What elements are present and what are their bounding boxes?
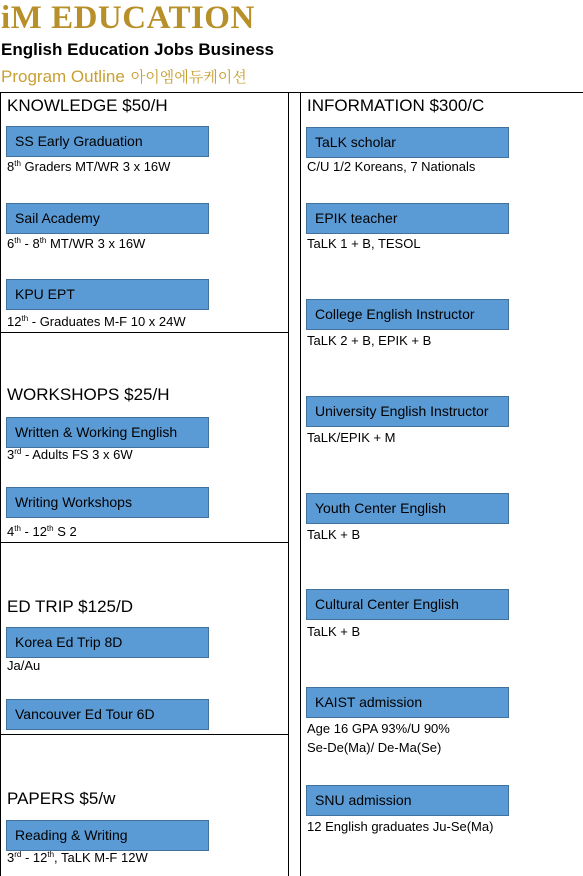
program-note: TaLK + B bbox=[307, 624, 361, 639]
program-note: TaLK 2 + B, EPIK + B bbox=[307, 333, 432, 348]
program-note: 8th Graders MT/WR 3 x 16W bbox=[7, 159, 171, 174]
program-box-epik-teacher[interactable]: EPIK teacher bbox=[306, 203, 509, 234]
program-box-kpu-ept[interactable]: KPU EPT bbox=[6, 279, 209, 310]
column-divider-right bbox=[300, 92, 301, 876]
program-outline-heading bbox=[1, 66, 247, 87]
program-box-university-english-instructor[interactable]: University English Instructor bbox=[306, 396, 509, 427]
row-divider-1 bbox=[0, 332, 289, 333]
program-note: 3rd - Adults FS 3 x 6W bbox=[7, 447, 133, 462]
row-divider-3 bbox=[0, 734, 289, 735]
program-note: C/U 1/2 Koreans, 7 Nationals bbox=[307, 159, 476, 174]
program-box-writing-workshops[interactable]: Writing Workshops bbox=[6, 487, 209, 518]
program-note: TaLK 1 + B, TESOL bbox=[307, 236, 421, 251]
program-note: TaLK/EPIK + M bbox=[307, 430, 396, 445]
program-box-sail-academy[interactable]: Sail Academy bbox=[6, 203, 209, 234]
section-title-information: INFORMATION $300/C bbox=[307, 96, 485, 115]
outline-label: Program Outline bbox=[1, 67, 125, 86]
program-box-snu-admission[interactable]: SNU admission bbox=[306, 785, 509, 816]
program-note: 4th - 12th S 2 bbox=[7, 524, 77, 539]
page-subtitle: English Education Jobs Business bbox=[1, 40, 274, 59]
program-box-ss-early-graduation[interactable]: SS Early Graduation bbox=[6, 126, 209, 157]
column-divider-left bbox=[288, 92, 289, 876]
program-note: Age 16 GPA 93%/U 90% bbox=[307, 721, 450, 736]
program-box-talk-scholar[interactable]: TaLK scholar bbox=[306, 127, 509, 158]
program-note: 12 English graduates Ju-Se(Ma) bbox=[307, 819, 494, 834]
program-note: Ja/Au bbox=[7, 658, 41, 673]
table-top-border bbox=[0, 92, 583, 93]
program-box-youth-center-english[interactable]: Youth Center English bbox=[306, 493, 509, 524]
program-box-vancouver-ed-tour[interactable]: Vancouver Ed Tour 6D bbox=[6, 699, 209, 730]
program-box-cultural-center-english[interactable]: Cultural Center English bbox=[306, 589, 509, 620]
program-box-reading-writing[interactable]: Reading & Writing bbox=[6, 820, 209, 851]
row-divider-2 bbox=[0, 542, 289, 543]
program-box-college-english-instructor[interactable]: College English Instructor bbox=[306, 299, 509, 330]
program-note: 3rd - 12th, TaLK M-F 12W bbox=[7, 850, 148, 865]
section-title-ed-trip: ED TRIP $125/D bbox=[7, 597, 133, 616]
table-left-border bbox=[0, 92, 1, 876]
section-title-knowledge: KNOWLEDGE $50/H bbox=[7, 96, 168, 115]
outline-korean-label: 아이엠에듀케이션 bbox=[130, 69, 247, 86]
program-box-written-working-english[interactable]: Written & Working English bbox=[6, 417, 209, 448]
section-title-papers: PAPERS $5/w bbox=[7, 789, 116, 808]
section-title-workshops: WORKSHOPS $25/H bbox=[7, 385, 170, 404]
program-note: TaLK + B bbox=[307, 527, 361, 542]
program-note: 12th - Graduates M-F 10 x 24W bbox=[7, 314, 186, 329]
company-logo: iM EDUCATION bbox=[1, 0, 255, 36]
program-note: 6th - 8th MT/WR 3 x 16W bbox=[7, 236, 146, 251]
program-box-kaist-admission[interactable]: KAIST admission bbox=[306, 687, 509, 718]
program-box-korea-ed-trip[interactable]: Korea Ed Trip 8D bbox=[6, 627, 209, 658]
program-note-secondary: Se-De(Ma)/ De-Ma(Se) bbox=[307, 740, 442, 755]
